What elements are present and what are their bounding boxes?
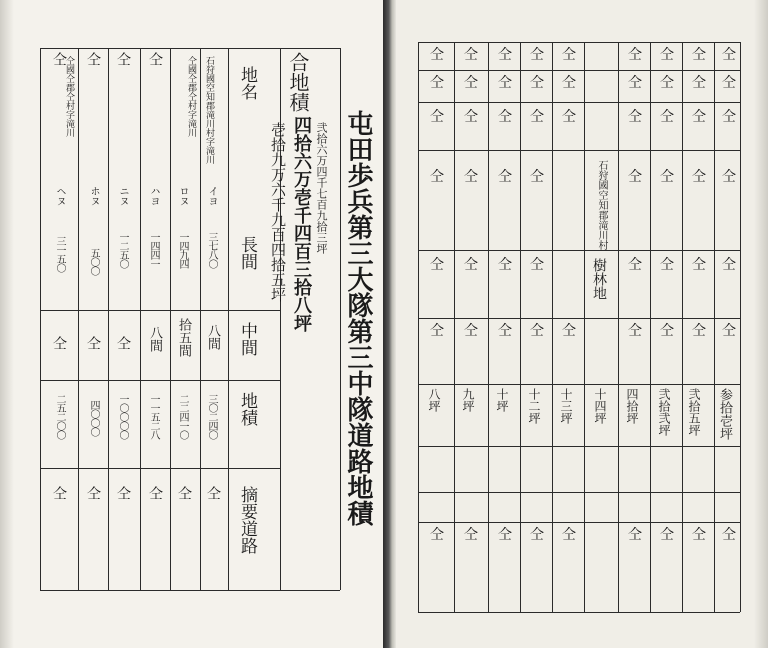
ditto-mark: 仝 xyxy=(430,169,444,185)
rp-entry: 九坪 xyxy=(461,388,475,412)
rp-col-rule xyxy=(520,42,521,612)
rp-rule xyxy=(418,150,740,151)
rp-entry: 十四坪 xyxy=(593,388,607,424)
ditto-mark: 仝 xyxy=(562,109,576,125)
row-area: 三〇二四〇 xyxy=(206,394,217,439)
rp-col-rule xyxy=(584,42,585,612)
ditto-mark: 仝 xyxy=(562,323,576,339)
row-summary-ditto: 仝 xyxy=(115,486,131,500)
ditto-mark: 仝 xyxy=(628,169,642,185)
ditto-mark: 仝 xyxy=(628,527,642,543)
title-divider xyxy=(340,48,341,590)
row-width: 拾五間 xyxy=(176,318,191,357)
ditto-mark: 仝 xyxy=(628,257,642,273)
row-place-ditto: 仝 xyxy=(51,52,67,66)
rp-rule xyxy=(418,102,740,103)
ditto-mark: 仝 xyxy=(530,169,544,185)
rp-col-rule xyxy=(740,42,741,612)
rp-rule xyxy=(418,318,740,319)
ditto-mark: 仝 xyxy=(660,527,674,543)
row-rule-2 xyxy=(40,380,280,381)
ditto-mark: 仝 xyxy=(692,75,706,91)
ditto-mark: 仝 xyxy=(464,169,478,185)
row-area: 一〇〇〇〇 xyxy=(117,394,128,439)
ditto-mark: 仝 xyxy=(498,527,512,543)
rp-rule xyxy=(418,384,740,385)
ditto-mark: 仝 xyxy=(530,257,544,273)
rp-rule xyxy=(418,492,740,493)
rp-grove-label: 樹林地 xyxy=(591,258,607,300)
rp-col-rule xyxy=(650,42,651,612)
row-area: 二五二〇〇 xyxy=(54,394,65,439)
row-sub: ロヌ xyxy=(177,186,188,206)
row-length: 三七八〇 xyxy=(206,232,217,268)
ditto-mark: 仝 xyxy=(430,109,444,125)
ditto-mark: 仝 xyxy=(498,75,512,91)
ditto-mark: 仝 xyxy=(722,47,736,63)
header-length: 長間 xyxy=(237,236,257,270)
summary-road: 道路 xyxy=(237,520,257,554)
row-place: 石狩國空知郡滝川村字滝川 xyxy=(204,56,214,164)
row-width: 仝 xyxy=(85,336,101,350)
row-rule-1 xyxy=(40,310,280,311)
ditto-mark: 仝 xyxy=(562,47,576,63)
ditto-mark: 仝 xyxy=(498,323,512,339)
row-place-ditto: 仝 xyxy=(85,52,101,66)
row-place-ditto: 仝 xyxy=(147,52,163,66)
header-place: 地名 xyxy=(237,66,257,100)
ditto-mark: 仝 xyxy=(692,257,706,273)
rp-rule xyxy=(418,250,740,251)
rp-entry: 弐拾弐坪 xyxy=(657,388,671,436)
header-width: 中間 xyxy=(237,322,257,356)
header-summary: 摘要 xyxy=(237,486,257,520)
ditto-mark: 仝 xyxy=(722,257,736,273)
rp-rule xyxy=(418,70,740,71)
row-summary-ditto: 仝 xyxy=(85,486,101,500)
rp-entry: 十三坪 xyxy=(559,388,573,424)
ditto-mark: 仝 xyxy=(430,527,444,543)
ditto-mark: 仝 xyxy=(722,527,736,543)
ditto-mark: 仝 xyxy=(530,109,544,125)
col-rule xyxy=(228,48,229,590)
total-label: 合地積 xyxy=(286,52,310,112)
rp-place-note: 石狩國空知郡滝川村 xyxy=(596,160,607,250)
ditto-mark: 仝 xyxy=(628,47,642,63)
ditto-mark: 仝 xyxy=(530,527,544,543)
col-rule xyxy=(140,48,141,590)
rp-entry: 四拾坪 xyxy=(625,388,639,424)
ditto-mark: 仝 xyxy=(464,47,478,63)
page-edge-shadow xyxy=(0,0,14,648)
rp-col-rule xyxy=(682,42,683,612)
row-length: 一四四一 xyxy=(148,232,159,268)
left-page xyxy=(0,0,383,648)
book-gutter xyxy=(383,0,396,648)
ditto-mark: 仝 xyxy=(692,323,706,339)
ditto-mark: 仝 xyxy=(660,75,674,91)
ditto-mark: 仝 xyxy=(530,323,544,339)
row-place: 仝國仝郡仝村字滝川 xyxy=(186,56,196,137)
ditto-mark: 仝 xyxy=(628,323,642,339)
rp-entry: 弐拾五坪 xyxy=(687,388,701,436)
ditto-mark: 仝 xyxy=(464,527,478,543)
rp-entry: 十二坪 xyxy=(527,388,541,424)
rp-entry: 参拾壱坪 xyxy=(717,388,732,440)
right-page xyxy=(396,0,768,648)
rp-col-rule xyxy=(552,42,553,612)
rp-col-rule xyxy=(488,42,489,612)
ditto-mark: 仝 xyxy=(562,527,576,543)
row-length: 一四九四 xyxy=(177,232,188,268)
row-width: 仝 xyxy=(51,336,67,350)
subtotal-1: 弐拾六万四千七百九拾三坪 xyxy=(315,122,328,254)
row-sub: ホヌ xyxy=(88,186,99,206)
row-summary-ditto: 仝 xyxy=(205,486,221,500)
row-width: 八間 xyxy=(205,324,220,350)
ditto-mark: 仝 xyxy=(692,47,706,63)
top-rule xyxy=(40,48,340,49)
col-rule xyxy=(78,48,79,590)
row-sub: ハヨ xyxy=(148,186,159,206)
row-length: 三一五〇 xyxy=(54,236,65,272)
row-rule-3 xyxy=(40,468,280,469)
row-summary-ditto: 仝 xyxy=(51,486,67,500)
row-length: 一二五〇 xyxy=(117,232,128,268)
row-width: 八間 xyxy=(147,326,162,352)
header-area: 地積 xyxy=(237,392,257,426)
ditto-mark: 仝 xyxy=(430,75,444,91)
ditto-mark: 仝 xyxy=(530,47,544,63)
ditto-mark: 仝 xyxy=(660,257,674,273)
row-area: 二二四一〇 xyxy=(177,394,188,439)
rp-entry: 十坪 xyxy=(495,388,509,412)
rp-entry: 八坪 xyxy=(427,388,441,412)
rp-col-rule xyxy=(618,42,619,612)
col-rule xyxy=(170,48,171,590)
ditto-mark: 仝 xyxy=(660,47,674,63)
ditto-mark: 仝 xyxy=(464,257,478,273)
ditto-mark: 仝 xyxy=(464,323,478,339)
ditto-mark: 仝 xyxy=(692,169,706,185)
page-edge-shadow xyxy=(754,0,768,648)
ditto-mark: 仝 xyxy=(628,109,642,125)
ditto-mark: 仝 xyxy=(498,169,512,185)
rp-col-rule xyxy=(418,42,419,612)
total-value: 四拾六万壱千四百三拾八坪 xyxy=(291,116,312,332)
rp-bottom-rule xyxy=(418,612,740,613)
rp-rule xyxy=(418,446,740,447)
ditto-mark: 仝 xyxy=(464,109,478,125)
document-title: 屯田歩兵第三大隊第三中隊道路地積 xyxy=(343,110,373,526)
ditto-mark: 仝 xyxy=(722,169,736,185)
subtotal-2: 壱拾九万六千九百四拾五坪 xyxy=(269,122,287,302)
ditto-mark: 仝 xyxy=(722,75,736,91)
rp-col-rule xyxy=(454,42,455,612)
ditto-mark: 仝 xyxy=(692,527,706,543)
ditto-mark: 仝 xyxy=(498,47,512,63)
row-summary-ditto: 仝 xyxy=(176,486,192,500)
row-length: 五〇〇 xyxy=(88,248,99,275)
rp-top-rule xyxy=(418,42,740,43)
ditto-mark: 仝 xyxy=(628,75,642,91)
left-rule xyxy=(40,48,41,590)
rp-col-rule xyxy=(714,42,715,612)
row-area: 四〇〇〇 xyxy=(88,400,99,436)
ditto-mark: 仝 xyxy=(660,323,674,339)
ditto-mark: 仝 xyxy=(722,109,736,125)
col-rule xyxy=(200,48,201,590)
ditto-mark: 仝 xyxy=(722,323,736,339)
row-sub: イヨ xyxy=(206,186,217,206)
rp-rule xyxy=(418,522,740,523)
col-rule xyxy=(108,48,109,590)
ditto-mark: 仝 xyxy=(660,109,674,125)
row-sub: ヘヌ xyxy=(54,186,65,206)
row-summary-ditto: 仝 xyxy=(147,486,163,500)
ditto-mark: 仝 xyxy=(430,257,444,273)
ditto-mark: 仝 xyxy=(498,257,512,273)
row-place: 仝國仝郡仝村字滝川 xyxy=(64,56,74,137)
ditto-mark: 仝 xyxy=(530,75,544,91)
ditto-mark: 仝 xyxy=(464,75,478,91)
bottom-rule xyxy=(40,590,340,591)
ditto-mark: 仝 xyxy=(692,109,706,125)
row-sub: ニヌ xyxy=(117,186,128,206)
ditto-mark: 仝 xyxy=(430,323,444,339)
ditto-mark: 仝 xyxy=(498,109,512,125)
row-area: 一一五二八 xyxy=(148,394,159,439)
ditto-mark: 仝 xyxy=(430,47,444,63)
row-place-ditto: 仝 xyxy=(115,52,131,66)
ditto-mark: 仝 xyxy=(660,169,674,185)
row-width: 仝 xyxy=(115,336,131,350)
ditto-mark: 仝 xyxy=(562,75,576,91)
